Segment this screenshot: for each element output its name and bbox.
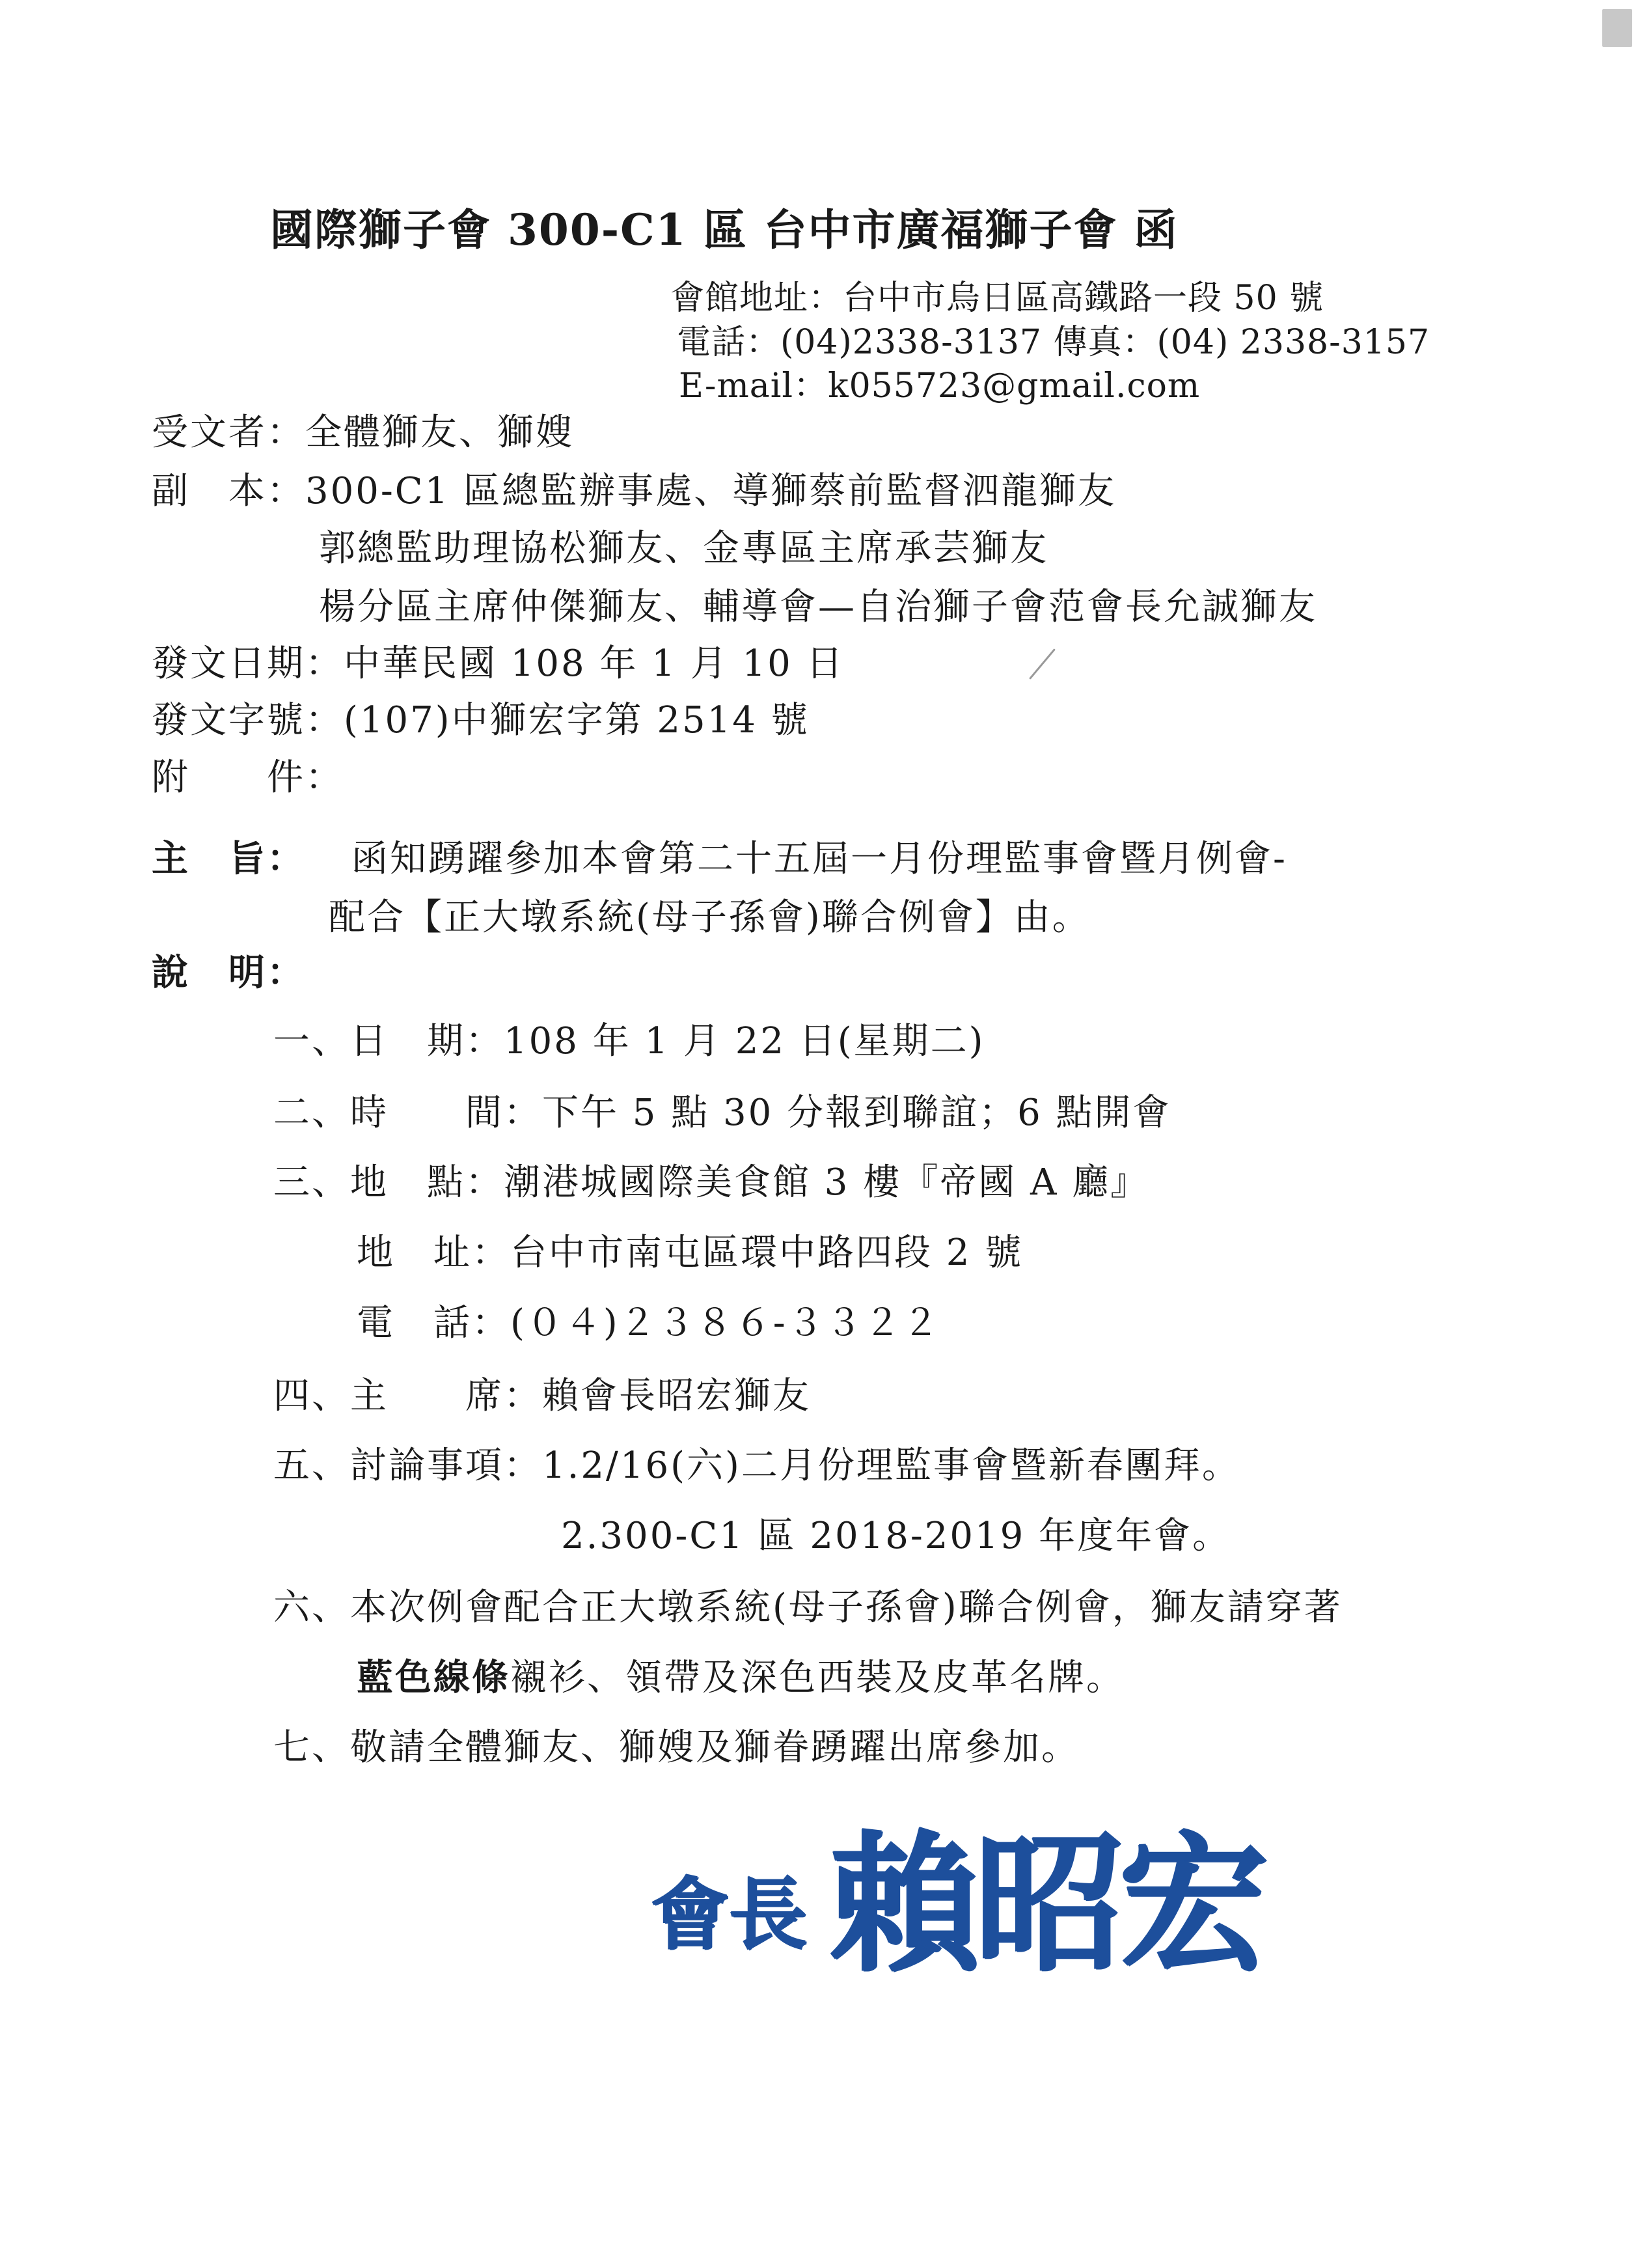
- item-agenda-2: 2.300-C1 區 2018-2019 年度年會。: [561, 1515, 1231, 1557]
- club-email: E-mail：k055723@gmail.com: [679, 366, 1201, 406]
- signature-name: 賴昭宏: [830, 1816, 1264, 1992]
- item-date: 一、日 期：108 年 1 月 22 日(星期二): [273, 1020, 985, 1062]
- cc-line-2: 郭總監助理協松獅友、金專區主席承芸獅友: [319, 527, 1048, 570]
- item-chair: 四、主 席：賴會長昭宏獅友: [273, 1375, 811, 1417]
- item-agenda-1: 五、討論事項：1.2/16(六)二月份理監事會暨新春團拜。: [273, 1445, 1240, 1487]
- subject-label: 主 旨：: [152, 837, 305, 880]
- club-phone-fax: 電話：(04)2338-3137 傳真：(04) 2338-3157: [677, 323, 1430, 362]
- item-venue: 三、地 點：潮港城國際美食館 3 樓『帝國 A 廳』: [273, 1161, 1149, 1204]
- item-venue-address: 地 址：台中市南屯區環中路四段 2 號: [357, 1232, 1024, 1274]
- document-number: 發文字號：(107)中獅宏字第 2514 號: [152, 699, 810, 741]
- item-time: 二、時 間：下午 5 點 30 分報到聯誼；6 點開會: [273, 1092, 1171, 1134]
- explanation-label: 說 明：: [152, 951, 305, 994]
- attachment-label: 附 件：: [152, 756, 344, 799]
- scan-mark: [1602, 9, 1632, 47]
- subject-line-2: 配合【正大墩系統(母子孫會)聯合例會】由。: [329, 896, 1091, 939]
- scan-mark: [1029, 648, 1056, 680]
- item-venue-phone: 電 話：(０４)２３８６-３３２２: [357, 1302, 941, 1344]
- item-invitation: 七、敬請全體獅友、獅嫂及獅眷踴躍出席參加。: [273, 1726, 1080, 1769]
- subject-line-1: 函知踴躍參加本會第二十五屆一月份理監事會暨月例會-: [351, 838, 1287, 880]
- item-dress-code-cont: [357, 1649, 1125, 1701]
- issue-date: 發文日期：中華民國 108 年 1 月 10 日: [152, 643, 845, 685]
- club-address: 會館地址：台中市烏日區高鐵路一段 50 號: [670, 279, 1324, 318]
- signature-title: 會長: [651, 1868, 807, 1960]
- recipient: 受文者：全體獅友、獅嫂: [152, 411, 574, 454]
- cc-line-1: 副 本：300-C1 區總監辦事處、導獅蔡前監督泗龍獅友: [152, 470, 1117, 512]
- cc-line-3: 楊分區主席仲傑獅友、輔導會—自治獅子會范會長允誠獅友: [319, 586, 1317, 628]
- letterhead-title: 國際獅子會 300-C1 區 台中市廣福獅子會 函: [270, 204, 1179, 255]
- dress-code-rest: 襯衫、領帶及深色西裝及皮革名牌。: [510, 1657, 1125, 1699]
- dress-code-highlight: 藍色線條: [357, 1656, 510, 1699]
- item-dress-code: 六、本次例會配合正大墩系統(母子孫會)聯合例會，獅友請穿著: [273, 1586, 1343, 1629]
